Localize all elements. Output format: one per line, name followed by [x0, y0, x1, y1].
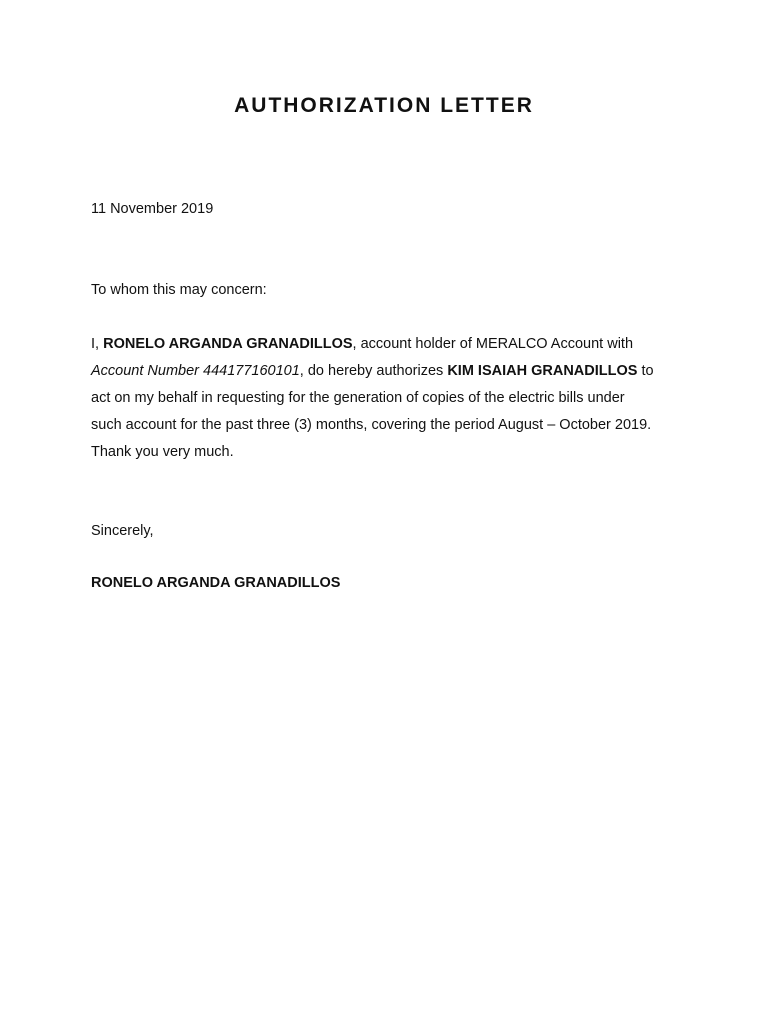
- body-line-2-middle: , do hereby authorizes: [299, 363, 448, 379]
- body-line-4: such account for the past three (3) months, covering the period August – October 2019.: [91, 417, 652, 433]
- account-number: Account Number 444177160101: [91, 363, 300, 379]
- body-paragraph: [91, 331, 691, 466]
- body-line-2: [91, 358, 691, 385]
- letter-date: 11 November 2019: [91, 201, 214, 217]
- body-line-2-suffix: to: [637, 363, 654, 379]
- salutation: To whom this may concern:: [91, 282, 267, 298]
- body-line-3: act on my behalf in requesting for the generation of copies of the electric bills under: [91, 390, 625, 406]
- grantee-name: KIM ISAIAH GRANADILLOS: [447, 363, 638, 379]
- body-line-1: [91, 331, 691, 358]
- grantor-name: RONELO ARGANDA GRANADILLOS: [103, 336, 353, 352]
- body-line-1-prefix: I,: [91, 336, 104, 352]
- body-line-5: Thank you very much.: [91, 444, 234, 460]
- signatory-name: RONELO ARGANDA GRANADILLOS: [91, 575, 341, 591]
- letter-title: AUTHORIZATION LETTER: [234, 94, 534, 117]
- closing: Sincerely,: [91, 523, 154, 539]
- body-line-1-suffix: , account holder of MERALCO Account with: [352, 336, 634, 352]
